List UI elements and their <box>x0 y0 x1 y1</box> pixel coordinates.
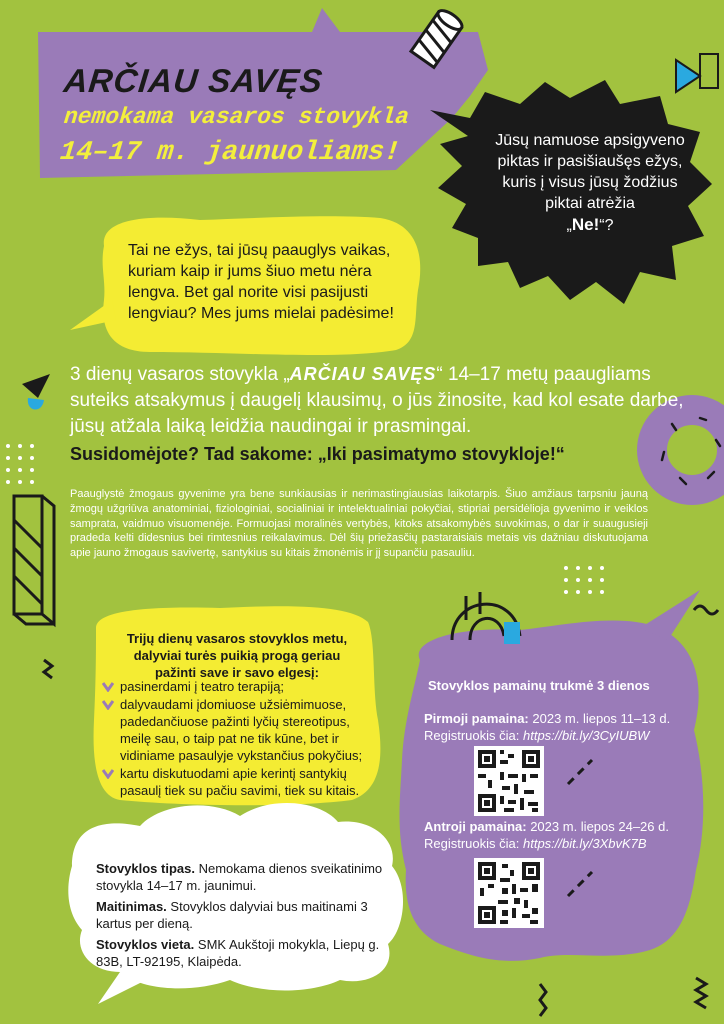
benefits-list <box>102 678 364 800</box>
benefit-text: kartu diskutuodami apie kerintį santykių pasaulį tiek su pačiu savimi, tiek su kitais. <box>120 766 360 798</box>
yellow-bubble-text: Tai ne ežys, tai jūsų paauglys vaikas, kuriam kaip ir jums šiuo metu nėra lengva. Bet gal norite visi pasijusti lengviau? Mes jums mielai padėsime! <box>128 242 394 322</box>
intro-brand: ARČIAU SAVĘS <box>289 364 437 384</box>
list-item <box>102 678 364 695</box>
qr-code-icon[interactable] <box>474 858 544 928</box>
shift-first-dates: 2023 m. liepos 11–13 d. <box>532 711 671 726</box>
black-bubble-main: Jūsų namuose apsigyveno piktas ir pasišiaušęs ežys, kuris į visus jūsų žodžius piktai atrėžia <box>495 132 685 212</box>
cone-decoration <box>22 374 50 398</box>
checkmark-chevron-icon <box>102 698 114 710</box>
camp-food-text: Stovyklos dalyviai bus maitinami 3 kartus per dieną. <box>96 899 368 931</box>
qr-code-icon[interactable] <box>474 746 544 816</box>
camp-info <box>96 860 386 974</box>
list-item <box>102 696 364 764</box>
intro-text <box>70 362 690 440</box>
benefit-text: dalyvaudami įdomiuose užsiėmimuose, padedančiuose pažinti lyčių stereotipus, meilę sau, o taip pat ne tik kūne, bet ir vidiniame pasaulyje vykstančius pokyčius; <box>120 697 363 763</box>
shift-second-label: Antroji pamaina: <box>424 819 527 834</box>
shift-first-link[interactable]: https://bit.ly/3CyIUBW <box>523 728 650 743</box>
benefits-heading: Trijų dienų vasaros stovyklos metu, dalyviai turės puikią progą geriau pažinti save ir savo elgesį: <box>126 631 348 680</box>
camp-type <box>96 860 386 894</box>
shift-first <box>424 710 694 744</box>
purple-blob <box>400 621 704 961</box>
shift-second-reg-label: Registruokis čia: <box>424 836 520 851</box>
3d-bar-decoration <box>14 496 54 624</box>
benefit-text: pasinerdami į teatro terapiją; <box>120 679 285 694</box>
shift-first-label: Pirmoji pamaina: <box>424 711 529 726</box>
title-age: 14–17 m. jaunuoliams! <box>58 138 402 168</box>
quote-open: „ <box>566 217 572 234</box>
title-subtitle: nemokama vasaros stovykla <box>62 104 411 130</box>
quote-word: Ne! <box>571 215 600 234</box>
camp-type-text: Nemokama dienos sveikatinimo stovykla 14–17 m. jaunimui. <box>96 861 383 893</box>
intro-part1: 3 dienų vasaros stovykla „ <box>70 364 290 385</box>
black-bubble-text <box>488 130 692 236</box>
shift-second-dates: 2023 m. liepos 24–26 d. <box>530 819 669 834</box>
camp-food-label: Maitinimas. <box>96 899 167 914</box>
shift-second-link[interactable]: https://bit.ly/3XbvK7B <box>523 836 647 851</box>
shifts-heading: Stovyklos pamainų trukmė 3 dienos <box>428 678 650 693</box>
title-brand: ARČIAU SAVĘS <box>62 62 325 99</box>
shift-second <box>424 818 694 852</box>
zigzag-decoration <box>696 978 706 1008</box>
body-paragraph: Paauglystė žmogaus gyvenime yra bene sunkiausias ir nerimastingiausias laikotarpis. Šiuo amžiaus tarpsniu jauną žmogų užgriūva anatominiai, fiziologiniai, socialiniai ir intelektualiniai pokyčiai, stipriai persidėlioja gyvenimo ir veiklos samprata, vaidmuo visuomenėje. Formuojasi moralinės vertybės, kitoks atsakomybės suvokimas, o dar ir suaugusieji pradeda kelti didesnius bei rimtesnius reikalavimus. Dėl šių priežasčių pastaraisiais metais vis dažniau diskutuojama apie jauno žmogaus savivertę, santykius su kitais žmonėmis ir jį supančiu pasauliu. <box>70 488 648 560</box>
camp-place <box>96 936 386 970</box>
camp-place-text: SMK Aukštoji mokykla, Liepų g. 83B, LT-92195, Klaipėda. <box>96 937 380 969</box>
camp-type-label: Stovyklos tipas. <box>96 861 195 876</box>
camp-place-label: Stovyklos vieta. <box>96 937 195 952</box>
blue-triangle-decoration <box>676 60 700 92</box>
intro-bold: Susidomėjote? Tad sakome: „Iki pasimatymo stovykloje!“ <box>70 444 565 464</box>
quote-close: “? <box>599 217 614 234</box>
camp-food <box>96 898 386 932</box>
intro-part2: “ 14–17 metų paaugliams suteiks atsakymus į daugelį klausimų, o jūs žinosite, kad kol esate darbe, jūsų atžala laiką leidžia naudingai ir prasmingai. <box>70 364 684 437</box>
checkmark-chevron-icon <box>102 680 114 692</box>
list-item <box>102 765 364 799</box>
shift-first-reg-label: Registruokis čia: <box>424 728 520 743</box>
checkmark-chevron-icon <box>102 767 114 779</box>
